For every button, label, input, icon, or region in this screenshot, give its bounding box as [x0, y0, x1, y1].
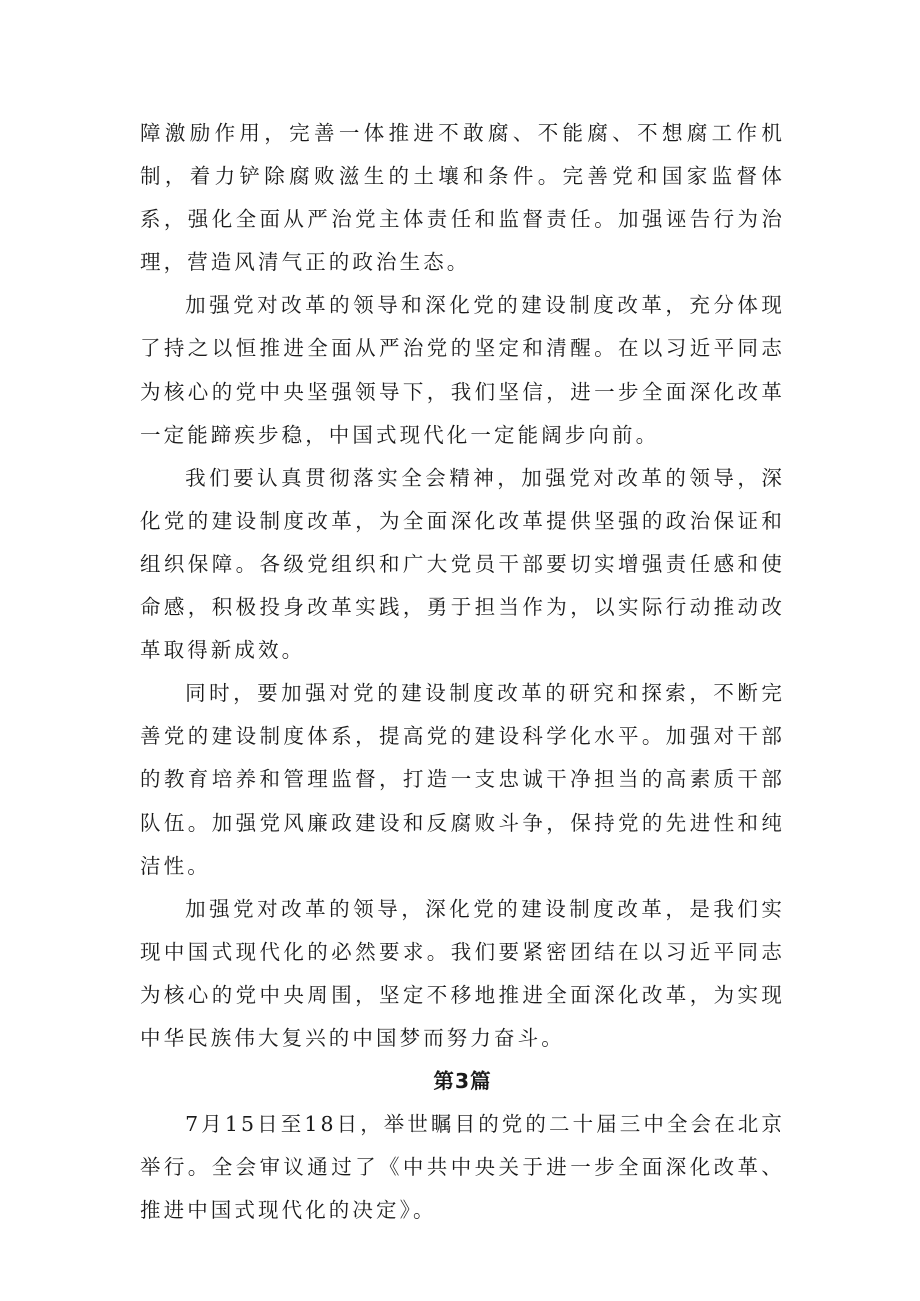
paragraph-1: 障激励作用，完善一体推进不敢腐、不能腐、不想腐工作机制，着力铲除腐败滋生的土壤和条件。完善党和国家监督体系，强化全面从严治党主体责任和监督责任。加强诬告行为治理，营造风清气正的政治生态。	[140, 121, 785, 275]
document-page	[140, 112, 785, 1232]
section-heading: 第3篇	[433, 1069, 492, 1094]
paragraph-5: 加强党对改革的领导，深化党的建设制度改革，是我们实现中国式现代化的必然要求。我们要紧密团结在以习近平同志为核心的党中央周围，坚定不移地推进全面深化改革，为实现中华民族伟大复兴的中国梦而努力奋斗。	[140, 896, 785, 1050]
paragraph-6: 7月15日至18日，举世瞩目的党的二十届三中全会在北京举行。全会审议通过了《中共中央关于进一步全面深化改革、推进中国式现代化的决定》。	[140, 1112, 786, 1223]
paragraph-4: 同时，要加强对党的建设制度改革的研究和探索，不断完善党的建设制度体系，提高党的建设科学化水平。加强对干部的教育培养和管理监督，打造一支忠诚干净担当的高素质干部队伍。加强党风廉政建设和反腐败斗争，保持党的先进性和纯洁性。	[140, 681, 785, 878]
paragraph-2: 加强党对改革的领导和深化党的建设制度改革，充分体现了持之以恒推进全面从严治党的坚定和清醒。在以习近平同志为核心的党中央坚强领导下，我们坚信，进一步全面深化改革一定能蹄疾步稳，中国式现代化一定能阔步向前。	[140, 293, 785, 447]
paragraph-3: 我们要认真贯彻落实全会精神，加强党对改革的领导，深化党的建设制度改革，为全面深化改革提供坚强的政治保证和组织保障。各级党组织和广大党员干部要切实增强责任感和使命感，积极投身改革实践，勇于担当作为，以实际行动推动改革取得新成效。	[140, 465, 785, 663]
